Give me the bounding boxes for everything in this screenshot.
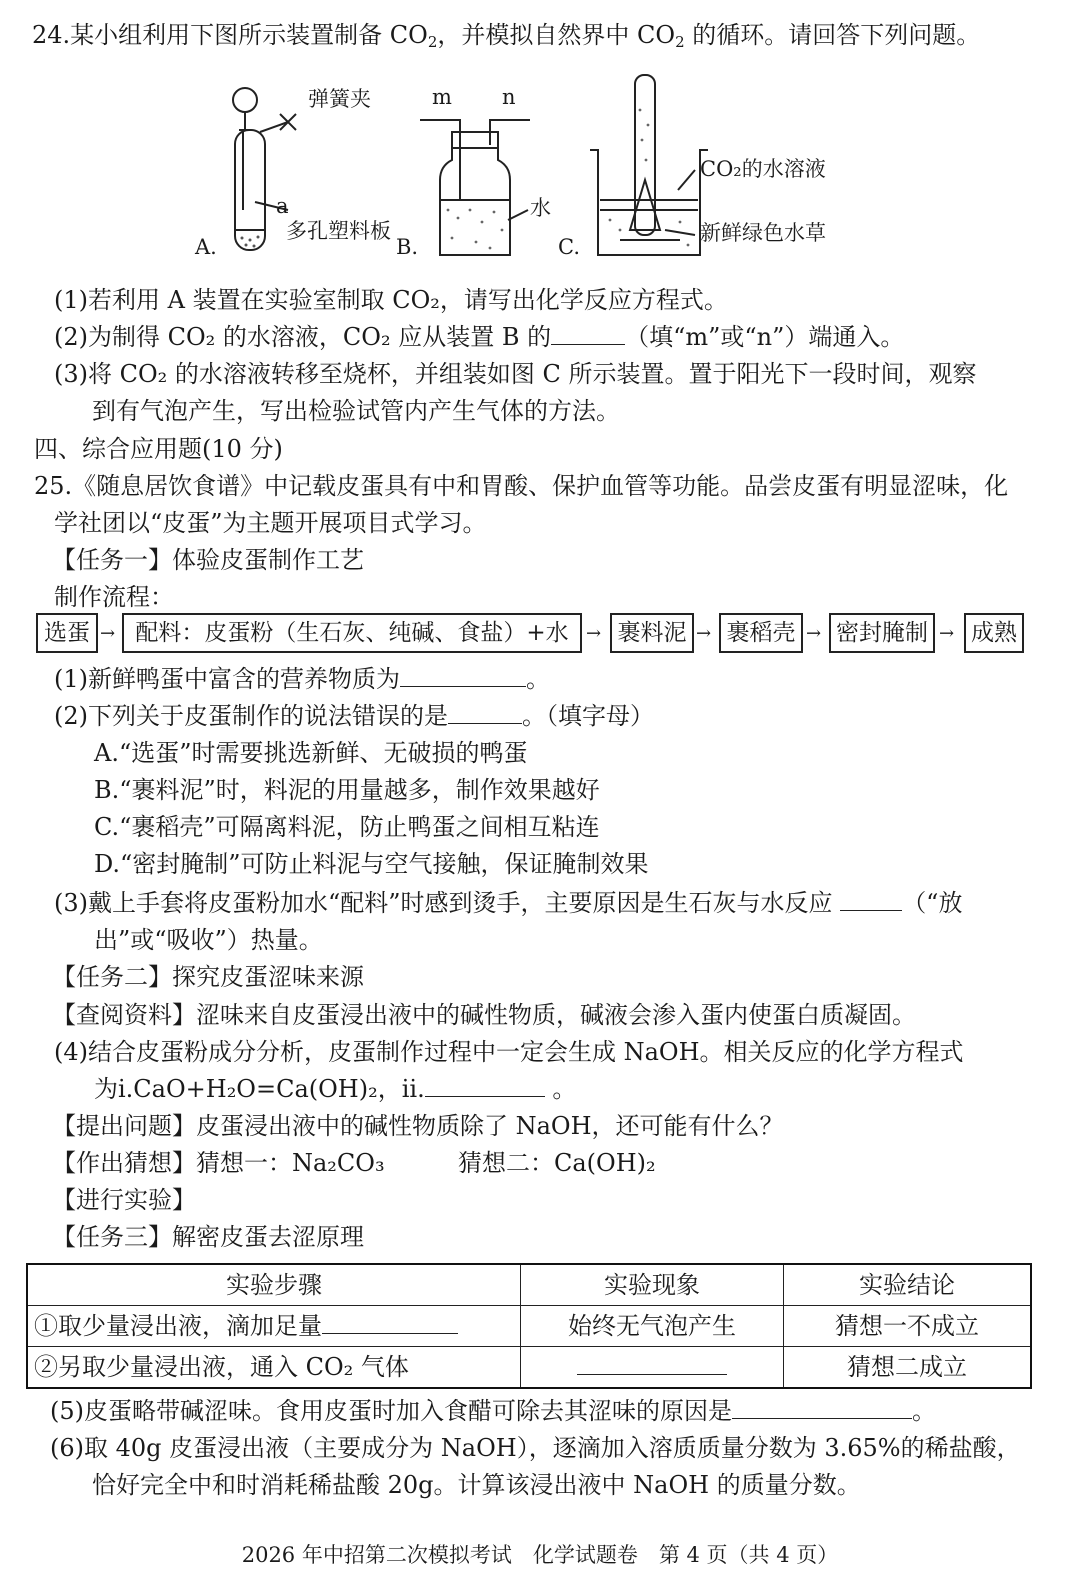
- label-water: 水: [530, 196, 551, 220]
- flow-step: 裹稻壳: [719, 613, 803, 653]
- table-cell: 猜想二成立: [784, 1347, 1032, 1389]
- label-waterweed: 新鲜绿色水草: [700, 221, 826, 245]
- table-cell: [521, 1347, 784, 1389]
- reference-material: 【查阅资料】涩味来自皮蛋浸出液中的碱性物质，碱液会渗入蛋内使蛋白质凝固。: [52, 1001, 916, 1029]
- flow-step: 密封腌制: [829, 613, 935, 653]
- q25-sub4-line1: (4)结合皮蛋粉成分分析，皮蛋制作过程中一定会生成 NaOH。相关反应的化学方程式: [54, 1038, 964, 1066]
- label-co2-solution: CO₂的水溶液: [700, 157, 826, 181]
- flow-step: 裹料泥: [610, 613, 694, 653]
- option-d: D.“密封腌制”可防止料泥与空气接触，保证腌制效果: [94, 850, 649, 878]
- arrow-icon: →: [100, 623, 116, 644]
- q25-sub3-line1: (3)戴上手套将皮蛋粉加水“配料”时感到烫手，主要原因是生石灰与水反应 （“放: [54, 889, 963, 917]
- q25-sub5: (5)皮蛋略带碱涩味。食用皮蛋时加入食醋可除去其涩味的原因是 。: [50, 1397, 936, 1425]
- apparatus-figure: [190, 70, 870, 270]
- label-n: n: [502, 85, 516, 109]
- page-footer: 2026 年中招第二次模拟考试 化学试题卷 第 4 页（共 4 页）: [241, 1543, 839, 1567]
- q24-sub3-line2: 到有气泡产生，写出检验试管内产生气体的方法。: [92, 397, 620, 425]
- label-spring-clip: 弹簧夹: [308, 87, 371, 111]
- experiment-heading: 【进行实验】: [52, 1186, 196, 1214]
- label-porous-plate: 多孔塑料板: [286, 219, 391, 243]
- column-header: 实验结论: [784, 1264, 1032, 1306]
- flow-step: 成熟: [964, 613, 1024, 653]
- column-header: 实验现象: [521, 1264, 784, 1306]
- hypothesis-1: 【作出猜想】猜想一：Na₂CO₃: [52, 1149, 385, 1177]
- task2-heading: 【任务二】探究皮蛋涩味来源: [52, 963, 364, 991]
- question-posed: 【提出问题】皮蛋浸出液中的碱性物质除了 NaOH，还可能有什么？: [52, 1112, 784, 1140]
- option-a: A.“选蛋”时需要挑选新鲜、无破损的鸭蛋: [94, 739, 528, 767]
- task3-heading: 【任务三】解密皮蛋去涩原理: [52, 1223, 364, 1251]
- table-cell: 猜想一不成立: [784, 1306, 1032, 1347]
- arrow-icon: →: [696, 623, 712, 644]
- q25-sub6-line2: 恰好完全中和时消耗稀盐酸 20g。计算该浸出液中 NaOH 的质量分数。: [92, 1471, 861, 1499]
- label-a: a: [276, 194, 289, 218]
- table-header-row: [27, 1264, 1031, 1306]
- process-flow: [36, 613, 1036, 657]
- q24-sub2: (2)为制得 CO₂ 的水溶液，CO₂ 应从装置 B 的 （填“m”或“n”）端通入。: [54, 323, 905, 351]
- column-header: 实验步骤: [27, 1264, 521, 1306]
- arrow-icon: →: [806, 623, 822, 644]
- label-A: A.: [195, 235, 217, 259]
- hypothesis-2: 猜想二：Ca(OH)₂: [458, 1149, 656, 1177]
- option-b: B.“裹料泥”时，料泥的用量越多，制作效果越好: [94, 776, 600, 804]
- section-heading: 四、综合应用题(10 分): [34, 435, 283, 463]
- q24-sub1: (1)若利用 A 装置在实验室制取 CO₂，请写出化学反应方程式。: [54, 286, 728, 314]
- arrow-icon: →: [586, 623, 602, 644]
- table-cell: ②另取少量浸出液，通入 CO₂ 气体: [27, 1347, 521, 1389]
- flow-step: 选蛋: [36, 613, 98, 653]
- q25-intro-line1: 25.《随息居饮食谱》中记载皮蛋具有中和胃酸、保护血管等功能。品尝皮蛋有明显涩味，化: [34, 472, 1009, 500]
- q25-sub4-line2: 为ⅰ.CaO+H₂O=Ca(OH)₂，ⅱ. 。: [94, 1075, 577, 1103]
- q24-title: 24.某小组利用下图所示装置制备 $CO_2$，并模拟自然界中 $CO_2$ 的循环。请回答下列问题。: [32, 21, 981, 51]
- q25-intro-line2: 学社团以“皮蛋”为主题开展项目式学习。: [54, 509, 487, 537]
- flow-step: 配料：皮蛋粉（生石灰、纯碱、食盐）+水: [122, 613, 582, 653]
- q25-sub1: (1)新鲜鸭蛋中富含的营养物质为 。: [54, 665, 550, 693]
- table-cell: ①取少量浸出液，滴加足量: [27, 1306, 521, 1347]
- flow-title: 制作流程：: [54, 583, 174, 611]
- option-c: C.“裹稻壳”可隔离料泥，防止鸭蛋之间相互粘连: [94, 813, 600, 841]
- label-B: B.: [396, 235, 419, 259]
- table-row: [27, 1347, 1031, 1389]
- task1-heading: 【任务一】体验皮蛋制作工艺: [52, 546, 364, 574]
- experiment-table: [26, 1263, 1032, 1389]
- q25-sub3-line2: 出”或“吸收”）热量。: [94, 926, 323, 954]
- q25-sub6-line1: (6)取 40g 皮蛋浸出液（主要成分为 NaOH），逐滴加入溶质质量分数为 3.65%的稀盐酸，: [50, 1434, 1021, 1462]
- label-C: C.: [558, 235, 580, 259]
- table-row: [27, 1306, 1031, 1347]
- arrow-icon: →: [939, 623, 955, 644]
- table-cell: 始终无气泡产生: [521, 1306, 784, 1347]
- q24-sub3-line1: (3)将 CO₂ 的水溶液转移至烧杯，并组装如图 C 所示装置。置于阳光下一段时间，观察: [54, 360, 977, 388]
- q25-sub2: (2)下列关于皮蛋制作的说法错误的是 。（填字母）: [54, 702, 654, 730]
- label-m: m: [432, 85, 452, 109]
